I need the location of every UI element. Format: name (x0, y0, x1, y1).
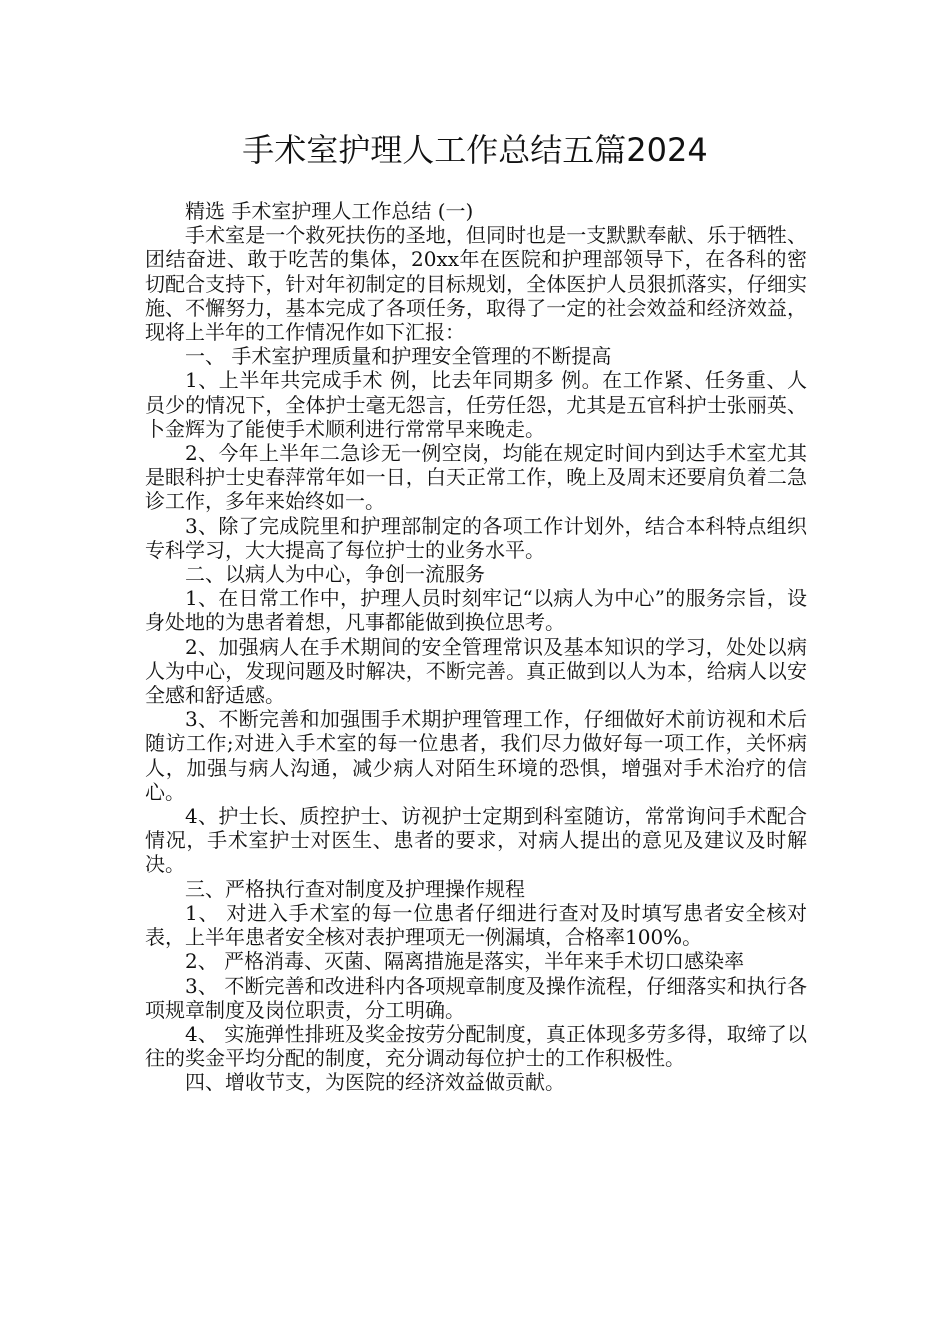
section-heading-4: 四、增收节支，为医院的经济效益做贡献。 (185, 1070, 565, 1095)
paragraph-1-2: 2、今年上半年二急诊无一例空岗，均能在规定时间内到达手术室尤其是眼科护士史春萍常年如一日，白天正常工作，晚上及周末还要肩负着二急诊工作，多年来始终如一。 (145, 441, 807, 514)
paragraph-1-3: 3、除了完成院里和护理部制定的各项工作计划外，结合本科特点组织专科学习，大大提高了每位护士的业务水平。 (145, 513, 807, 562)
intro-paragraph: 手术室是一个救死扶伤的圣地，但同时也是一支默默奉献、乐于牺牲、团结奋进、敢于吃苦的集体，20xx年在医院和护理部领导下，在各科的密切配合支持下，针对年初制定的目标规划，全体医护人员狠抓落实，仔细实施、不懈努力，基本完成了各项任务，取得了一定的社会效益和经济效益，现将上半年的工作情况作如下汇报： (145, 223, 807, 345)
section-subtitle: 精选 手术室护理人工作总结 (一) (185, 199, 474, 223)
section-heading-3: 三、严格执行查对制度及护理操作规程 (185, 876, 525, 901)
document-title: 手术室护理人工作总结五篇2024 (242, 131, 708, 169)
section-heading-1: 一、 手术室护理质量和护理安全管理的不断提高 (185, 344, 612, 369)
paragraph-2-4: 4、护士长、质控护士、访视护士定期到科室随访，常常询问手术配合情况，手术室护士对医生、患者的要求，对病人提出的意见及建议及时解决。 (145, 804, 807, 877)
paragraph-3-3: 3、 不断完善和改进科内各项规章制度及操作流程，仔细落实和执行各项规章制度及岗位职责，分工明确。 (145, 973, 807, 1022)
paragraph-2-1: 1、在日常工作中，护理人员时刻牢记“以病人为中心”的服务宗旨，设身处地的为患者着想，凡事都能做到换位思考。 (145, 586, 807, 635)
paragraph-2-3: 3、不断完善和加强围手术期护理管理工作，仔细做好术前访视和术后随访工作;对进入手术室的每一位患者，我们尽力做好每一项工作，关怀病人，加强与病人沟通，减少病人对陌生环境的恐惧，增强对手术治疗的信心。 (145, 707, 807, 804)
paragraph-3-1: 1、 对进入手术室的每一位患者仔细进行查对及时填写患者安全核对表，上半年患者安全核对表护理项无一例漏填，合格率100%。 (145, 900, 807, 950)
document-body (145, 199, 807, 1095)
section-heading-2: 二、以病人为中心，争创一流服务 (185, 562, 485, 587)
paragraph-2-2: 2、加强病人在手术期间的安全管理常识及基本知识的学习，处处以病人为中心，发现问题及时解决，不断完善。真正做到以人为本，给病人以安全感和舒适感。 (145, 634, 807, 708)
paragraph-3-2: 2、 严格消毒、灭菌、隔离措施是落实，半年来手术切口感染率 (185, 949, 745, 974)
paragraph-1-1: 1、上半年共完成手术 例，比去年同期多 例。在工作紧、任务重、人员少的情况下，全体护士毫无怨言，任劳任怨，尤其是五官科护士张丽英、卜金辉为了能使手术顺利进行常常早来晚走。 (145, 368, 807, 441)
paragraph-3-4: 4、 实施弹性排班及奖金按劳分配制度，真正体现多劳多得，取缔了以往的奖金平均分配的制度，充分调动每位护士的工作积极性。 (145, 1021, 807, 1071)
